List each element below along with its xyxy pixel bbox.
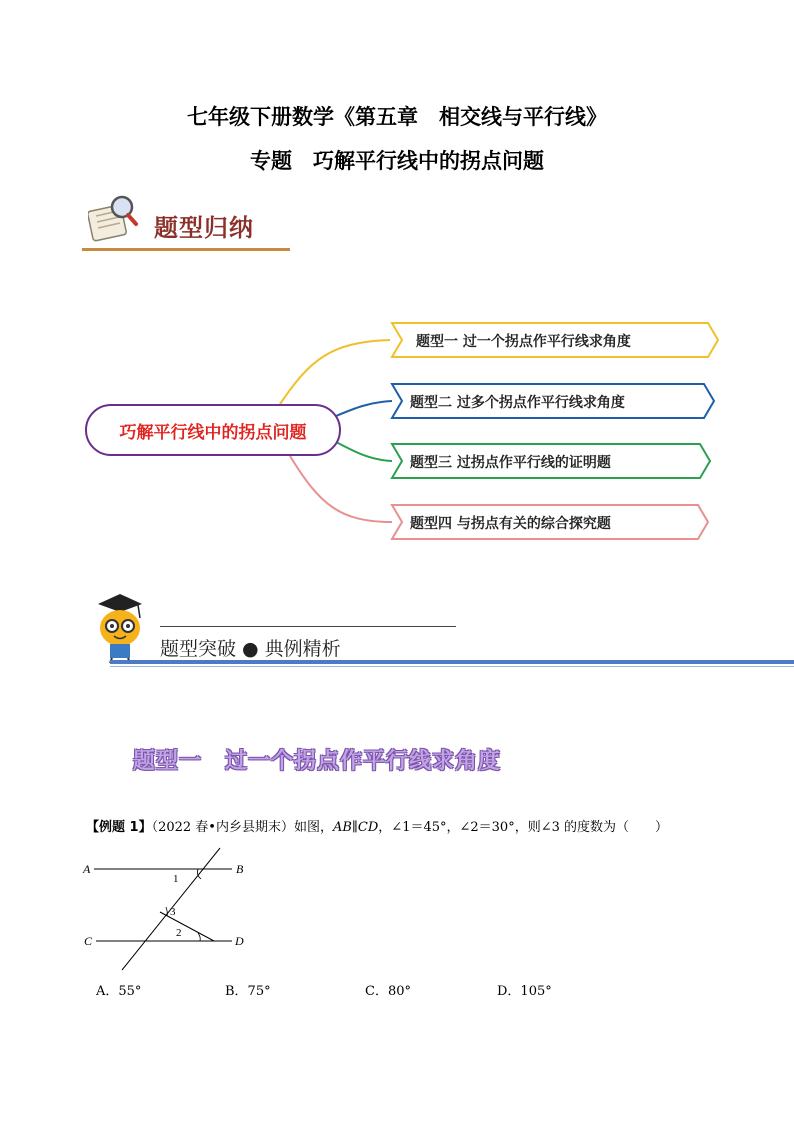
mind-map-center [85,404,341,456]
segment-to-d [160,912,214,941]
branch-label-3: 题型三 过拐点作平行线的证明题 [410,455,611,471]
question-type-heading: 题型一 过一个拐点作平行线求角度 [133,749,502,774]
document-title: 七年级下册数学《第五章 相交线与平行线》 [187,105,607,129]
section-underline [82,248,290,251]
branch-connector-3 [336,442,392,461]
geometry-figure [80,846,270,974]
notebook-magnifier-icon [88,194,140,244]
section-header-summary [82,192,292,254]
branch-label-4: 题型四 与拐点有关的综合探究题 [410,516,611,532]
mind-map [0,300,794,560]
section-label: 题型突破 ● 典例精析 [160,638,341,660]
option-d: D．105° [497,984,552,999]
label-c: C [84,934,93,948]
option-a: A．55° [96,984,142,999]
branch-label-2: 题型二 过多个拐点作平行线求角度 [410,395,625,411]
label-b: B [236,862,244,876]
section-top-line [160,626,456,627]
scholar-owl-icon [90,592,146,664]
example-question [86,816,668,835]
example-given: ，∠1＝45°，∠2＝30°，则∠3 的度数为（ ） [378,820,669,835]
section-label: 题型归纳 [154,214,254,242]
label-angle-2: 2 [176,927,182,939]
section-header-examples [84,590,794,670]
mind-map-center-label: 巧解平行线中的拐点问题 [119,422,307,443]
angle-2-arc [198,933,200,941]
branch-label-1: 题型一 过一个拐点作平行线求角度 [416,334,631,350]
branch-connector-2 [336,401,392,416]
label-a: A [83,862,91,876]
example-tag: 【例题 1】 [86,820,152,835]
option-c: C．80° [365,984,411,999]
example-source: （2022 春•内乡县期末）如图， [151,820,333,835]
section-divider-bar [110,660,794,664]
branch-connector-1 [280,340,390,404]
document-subtitle: 专题 巧解平行线中的拐点问题 [250,149,544,173]
label-angle-3: 3 [170,906,176,918]
example-parallel: AB∥CD [332,820,379,835]
branch-connector-4 [290,456,392,522]
label-d: D [235,934,244,948]
section-divider-bar-thin [110,666,794,667]
option-b: B．75° [225,984,271,999]
label-angle-1: 1 [173,873,179,885]
